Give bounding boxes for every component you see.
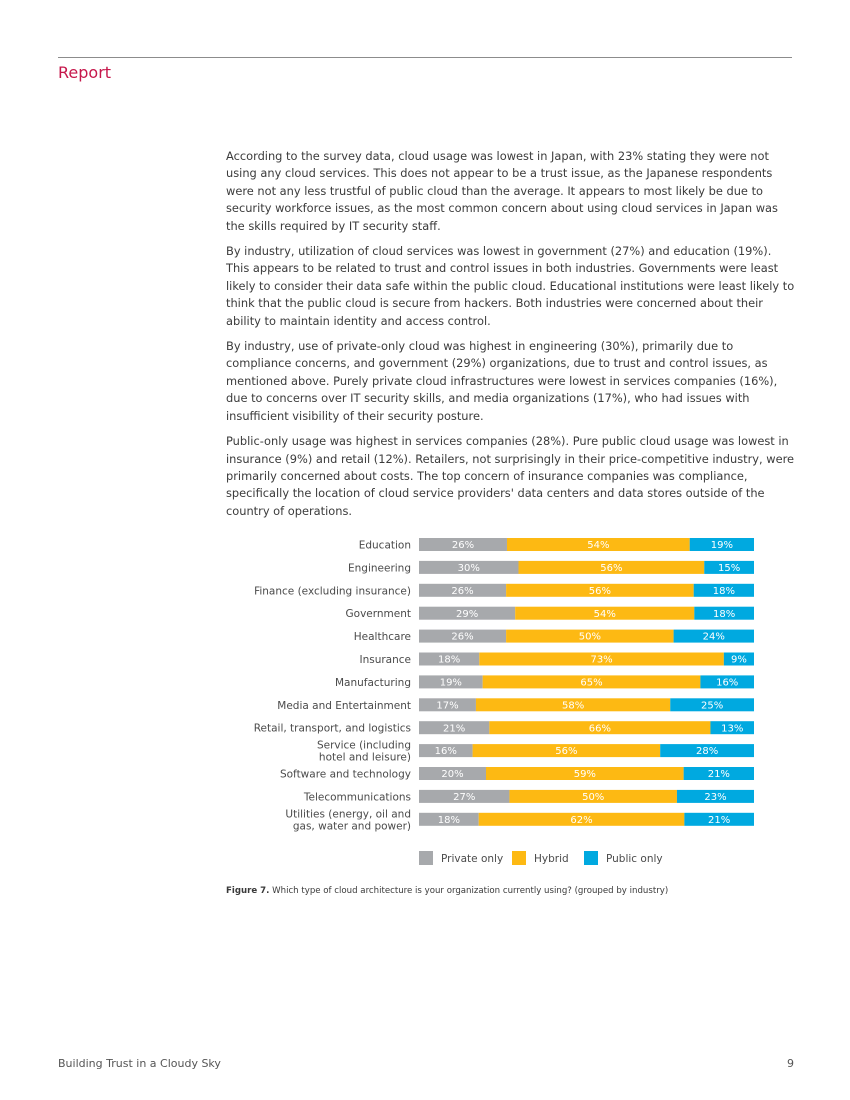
data-label: 13% (721, 723, 744, 735)
data-label: 24% (702, 631, 725, 643)
category-label: Education (358, 539, 411, 552)
top-rule (58, 57, 792, 58)
category-label: Service (including hotel and leisure) (316, 739, 411, 764)
data-label: 62% (570, 814, 593, 826)
legend-swatch (419, 851, 433, 865)
caption-text: Which type of cloud architecture is your organization currently using? (grouped by industry) (272, 886, 669, 896)
data-label: 18% (712, 585, 735, 597)
data-label: 21% (707, 769, 730, 781)
data-label: 56% (555, 746, 578, 758)
paragraph-2: By industry, utilization of cloud services was lowest in government (27%) and education (19%). This appears to be related to trust and control issues in both industries. Governments were least likely to consider their data safe within the public cloud. Educational institutions were least likely to think that the public cloud is secure from hackers. Both industries were concerned about their ability to maintain identity and access control. (226, 244, 795, 328)
data-label: 21% (708, 814, 731, 826)
data-label: 54% (593, 608, 616, 620)
category-label: Finance (excluding insurance) (254, 585, 411, 598)
legend-swatch (512, 851, 526, 865)
legend-label: Hybrid (534, 853, 569, 865)
data-label: 56% (600, 563, 623, 574)
data-label: 65% (580, 677, 603, 689)
stacked-bar-chart (0, 528, 850, 878)
figure-caption (226, 886, 668, 896)
data-label: 28% (695, 746, 719, 758)
category-label: Government (345, 608, 411, 621)
paragraph-1: According to the survey data, cloud usage was lowest in Japan, with 23% stating they were not using any cloud services. This does not appear to be a trust issue, as the Japanese respondents were not any less trustful of public cloud than the average. It appears to most likely be due to security workforce issues, as the most common concern about using cloud services in Japan was the skills required by IT security staff. (226, 149, 778, 233)
data-label: 9% (730, 654, 747, 666)
section-title: Report (58, 63, 112, 82)
data-label: 17% (436, 700, 459, 712)
category-label: Healthcare (353, 631, 411, 644)
data-label: 23% (704, 792, 727, 803)
category-label: Utilities (energy, oil and gas, water and power) (285, 808, 411, 833)
data-label: 15% (718, 563, 741, 574)
data-label: 66% (588, 723, 612, 735)
data-label: 18% (713, 608, 736, 620)
data-label: 26% (451, 631, 474, 643)
category-label: Software and technology (279, 768, 411, 781)
data-label: 25% (701, 700, 724, 712)
category-label: Telecommunications (303, 791, 411, 804)
data-label: 50% (582, 792, 605, 803)
data-label: 54% (587, 540, 610, 552)
data-label: 27% (453, 792, 476, 803)
paragraph-4: Public-only usage was highest in services companies (28%). Pure public cloud usage was lowest in insurance (9%) and retail (12%). Retailers, not surprisingly in their price-competitive industry, were primarily concerned about costs. The top concern of insurance companies was compliance, specifically the location of cloud service providers' data centers and data stores outside of the country of operations. (226, 434, 795, 518)
legend-swatch (584, 851, 598, 865)
data-label: 19% (710, 540, 733, 552)
caption-label: Figure 7. (226, 886, 270, 896)
data-label: 26% (451, 540, 475, 552)
data-label: 18% (438, 654, 461, 666)
data-label: 30% (457, 563, 480, 574)
data-label: 50% (578, 631, 601, 643)
data-label: 56% (588, 585, 612, 597)
data-label: 16% (434, 746, 457, 758)
category-label: Media and Entertainment (277, 699, 411, 712)
data-label: 21% (443, 723, 466, 735)
legend-label: Private only (441, 853, 504, 865)
paragraph-3: By industry, use of private-only cloud was highest in engineering (30%), primarily due to compliance concerns, and government (29%) organizations, due to trust and control issues, as mentioned above. Purely private cloud infrastructures were lowest in services companies (16%), due to concerns over IT security skills, and media organizations (17%), who had issues with insufficient visibility of their security posture. (226, 339, 778, 423)
data-label: 73% (590, 654, 613, 666)
body-text (226, 148, 796, 528)
data-label: 26% (451, 585, 474, 597)
data-label: 20% (441, 769, 464, 781)
data-label: 16% (716, 677, 739, 689)
data-label: 18% (437, 814, 460, 826)
category-label: Insurance (359, 654, 411, 666)
category-label: Engineering (348, 562, 411, 575)
data-label: 29% (455, 608, 479, 620)
category-label: Retail, transport, and logistics (253, 722, 411, 735)
page-number: 9 (787, 1057, 794, 1070)
footer-title: Building Trust in a Cloudy Sky (58, 1057, 221, 1070)
legend-label: Public only (606, 853, 663, 865)
data-label: 19% (439, 677, 462, 689)
data-label: 59% (573, 769, 596, 781)
category-label: Manufacturing (334, 676, 411, 689)
data-label: 58% (561, 700, 585, 712)
